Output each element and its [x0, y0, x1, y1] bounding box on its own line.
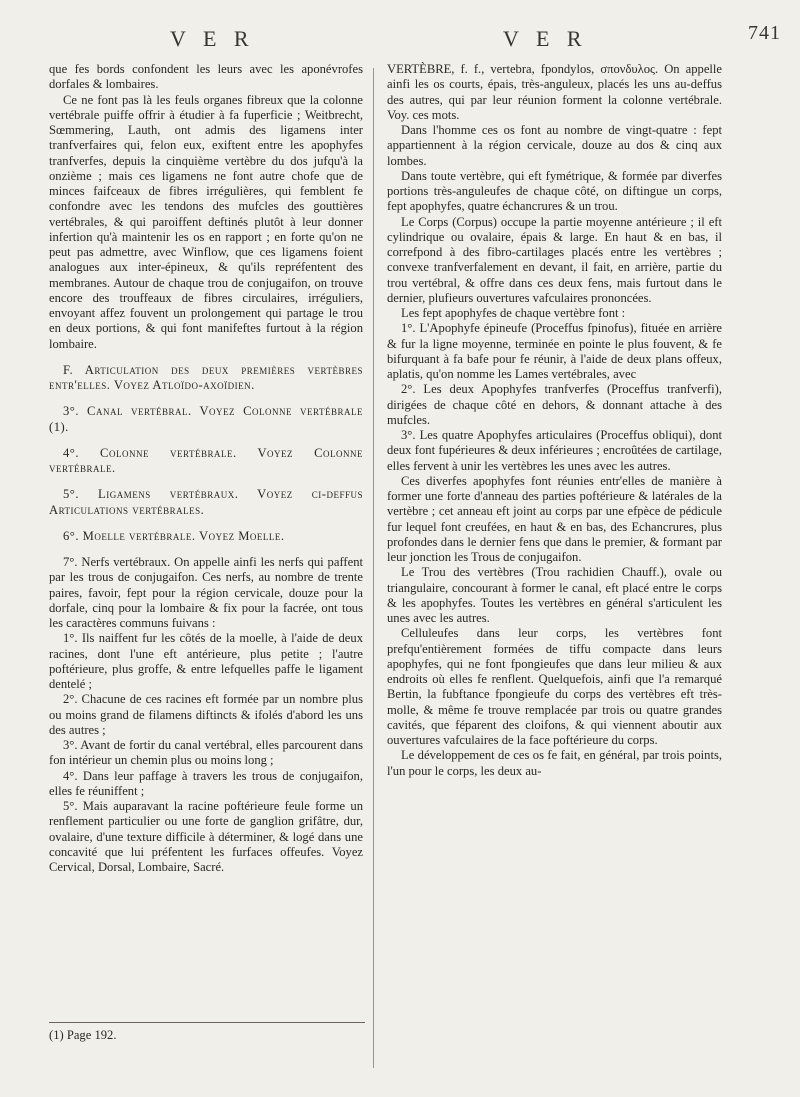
paragraph: Les fept apophyfes de chaque vertèbre font :	[401, 306, 626, 320]
paragraph: Celluleufes dans leur corps, les vertèbres font prefqu'entièrement formées de tiffu compacte dans leurs apophyfes, qui ne font fpongieufes que dans leur milieu & aux endroits où elles fe renflent. Quelquefois, ainfi que l'a remarqué Bertin, la fubftance fpongieufe du corps des vertèbres eft très-molle, & même fe trouve remplacée par trois ou quatre grandes cavités, que féparent des cloifons, & qui viennent aboutir aux ouvertures vafculaires de la face poftérieure du corps.	[387, 626, 722, 747]
paragraph: 1°. L'Apophyfe épineufe (Proceffus fpinofus), fituée en arrière & fur la ligne moyenne, terminée en pointe le plus fouvent, & fe bifurquant à fa bafe pour fe réunir, à l'aide de deux plans offeux, aplatis, qu'on nomme les Lames vertébrales, avec	[387, 321, 722, 381]
section-heading: 3°. Canal vertébral. Voyez Colonne vertébrale (1).	[49, 404, 363, 434]
list-item: 4°. Dans leur paffage à travers les trous de conjugaifon, elles fe réuniffent ;	[49, 768, 363, 798]
page-number: 741	[748, 22, 781, 44]
section-heading: 6°. Moelle vertébrale. Voyez Moelle.	[63, 528, 285, 543]
right-column	[387, 62, 722, 779]
paragraph: Le Trou des vertèbres (Trou rachidien Chauff.), ovale ou triangulaire, concourant à former le canal, eft placé entre le corps & les apophyfes. Toutes les vertèbres en général s'articulent les unes avec les autres.	[387, 565, 722, 625]
paragraph: que fes bords confondent les leurs avec les aponévrofes dorfales & lombaires.	[49, 62, 363, 92]
section-heading: F. Articulation des deux premières vertèbres entr'elles. Voyez Atloïdo-axoïdien.	[49, 362, 363, 392]
paragraph: 2°. Les deux Apophyfes tranfverfes (Proceffus tranfverfi), dirigées de chaque côté en dehors, & donnant attache à des mufcles.	[387, 382, 722, 427]
list-item: 1°. Ils naiffent fur les côtés de la moelle, à l'aide de deux racines, dont l'une eft antérieure, plus petite ; l'autre poftérieure, plus groffe, & entre lefquelles paffe le ligament dentelé ;	[49, 631, 363, 691]
running-head-left: V E R	[170, 26, 255, 51]
paragraph: Dans l'homme ces os font au nombre de vingt-quatre : fept appartiennent à la région cervicale, douze au dos & cinq aux lombes.	[387, 123, 722, 168]
footnote: (1) Page 192.	[49, 1028, 117, 1042]
section-paragraph: 7°. Nerfs vertébraux. On appelle ainfi les nerfs qui paffent par les trous de conjugaifon. Ces nerfs, au nombre de trente paires, favoir, fept pour la région cervicale, douze pour la dorfale, cinq pour la lombaire & fix pour la facrée, ont tous les caractères communs fuivans :	[49, 555, 363, 630]
column-divider	[373, 68, 374, 1068]
paragraph: Le Corps (Corpus) occupe la partie moyenne antérieure ; il eft cylindrique ou ovalaire, épais & large. En haut & en bas, il correfpond à des fibro-cartilages placés entre les vertèbres ; convexe tranfverfalement en devant, il fait, en arrière, partie du trou vertébral, & offre dans ces deux fens, mais furtout dans le dernier, plufieurs ouvertures vafculaires prononcées.	[387, 214, 722, 305]
footnote-rule	[49, 1022, 365, 1023]
paragraph: Le développement de ces os fe fait, en général, par trois points, l'un pour le corps, les deux au-	[387, 748, 722, 778]
list-item: 2°. Chacune de ces racines eft formée par un nombre plus ou moins grand de filamens diftincts & ifolés d'abord les uns des autres ;	[49, 692, 363, 737]
paragraph: Dans toute vertèbre, qui eft fymétrique, & formée par diverfes portions très-anguleufes de chaque côté, on diftingue un corps, fept apophyfes, quatre échancrures & un trou.	[387, 168, 722, 214]
paragraph: 3°. Les quatre Apophyfes articulaires (Proceffus obliqui), dont deux font fupérieures & deux inférieures ; encroûtées de cartilage, elles fervent à unir les vertèbres les unes avec les autres.	[387, 428, 722, 473]
paragraph: Ce ne font pas là les feuls organes fibreux que la colonne vertébrale puiffe offrir à étudier à fa fuperficie ; Weitbrecht, Sœmmering, Lauth, ont admis des ligamens inter tranfverfaires qui, felon eux, exiftent entre les apophyfes tranfverfes, depuis la cinquième vertèbre du dos jufqu'à la onzième ; mais ces ligamens ne font autre chofe que de minces faifceaux de fibres irrégulières, qui femblent fe confondre avec les tendons des mufcles des gouttières vertébrales, & qui paroiffent deftinés plutôt à leur donner infertion qu'à maintenir les os en rapport ; en forte qu'on ne peut pas admettre, avec Winflow, que ces ligamens foient analogues aux inter-épineux, & qu'ils repréfentent des membranes. Autour de chaque trou de conjugaifon, on trouve encore des trouffeaux de fibres circulaires, irréguliers, envoyant affez fouvent un prolongement qui partage le trou en deux portions, & qui font manifeftes furtout à la région lombaire.	[49, 92, 363, 351]
list-item: 3°. Avant de fortir du canal vertébral, elles parcourent dans fon intérieur un chemin plus ou moins long ;	[49, 738, 363, 768]
section-heading: 5°. Ligamens vertébraux. Voyez ci-deffus Articulations vertébrales.	[49, 487, 363, 517]
section-heading: 4°. Colonne vertébrale. Voyez Colonne vertébrale.	[49, 445, 363, 475]
left-column	[49, 62, 363, 875]
list-item: 5°. Mais auparavant la racine poftérieure feule forme un renflement particulier ou une forte de ganglion grifâtre, dur, ovalaire, d'une texture difficile à déterminer, & logé dans une concavité que lui préfentent les furfaces offeufes. Voyez Cervical, Dorsal, Lombaire, Sacré.	[49, 799, 363, 874]
paragraph: Ces diverfes apophyfes font réunies entr'elles de manière à former une forte d'anneau des parties poftérieure & latérales de la vertèbre ; cet anneau eft joint au corps par une efpèce de pédicule fur lequel font creufées, en haut & en bas, des Echancrures, plus profondes dans le dernier fens que dans le premier, & formant par leur jonction les Trous de conjugaifon.	[387, 473, 722, 564]
running-head-right: V E R	[503, 26, 588, 51]
entry-heading-paragraph: VERTÈBRE, f. f., vertebra, fpondylos, σπονδυλος. On appelle ainfi les os courts, épais, très-anguleux, placés les uns au-deffus des autres, qui par leur réunion forment la colonne vertébrale. Voy. ces mots.	[387, 62, 722, 122]
